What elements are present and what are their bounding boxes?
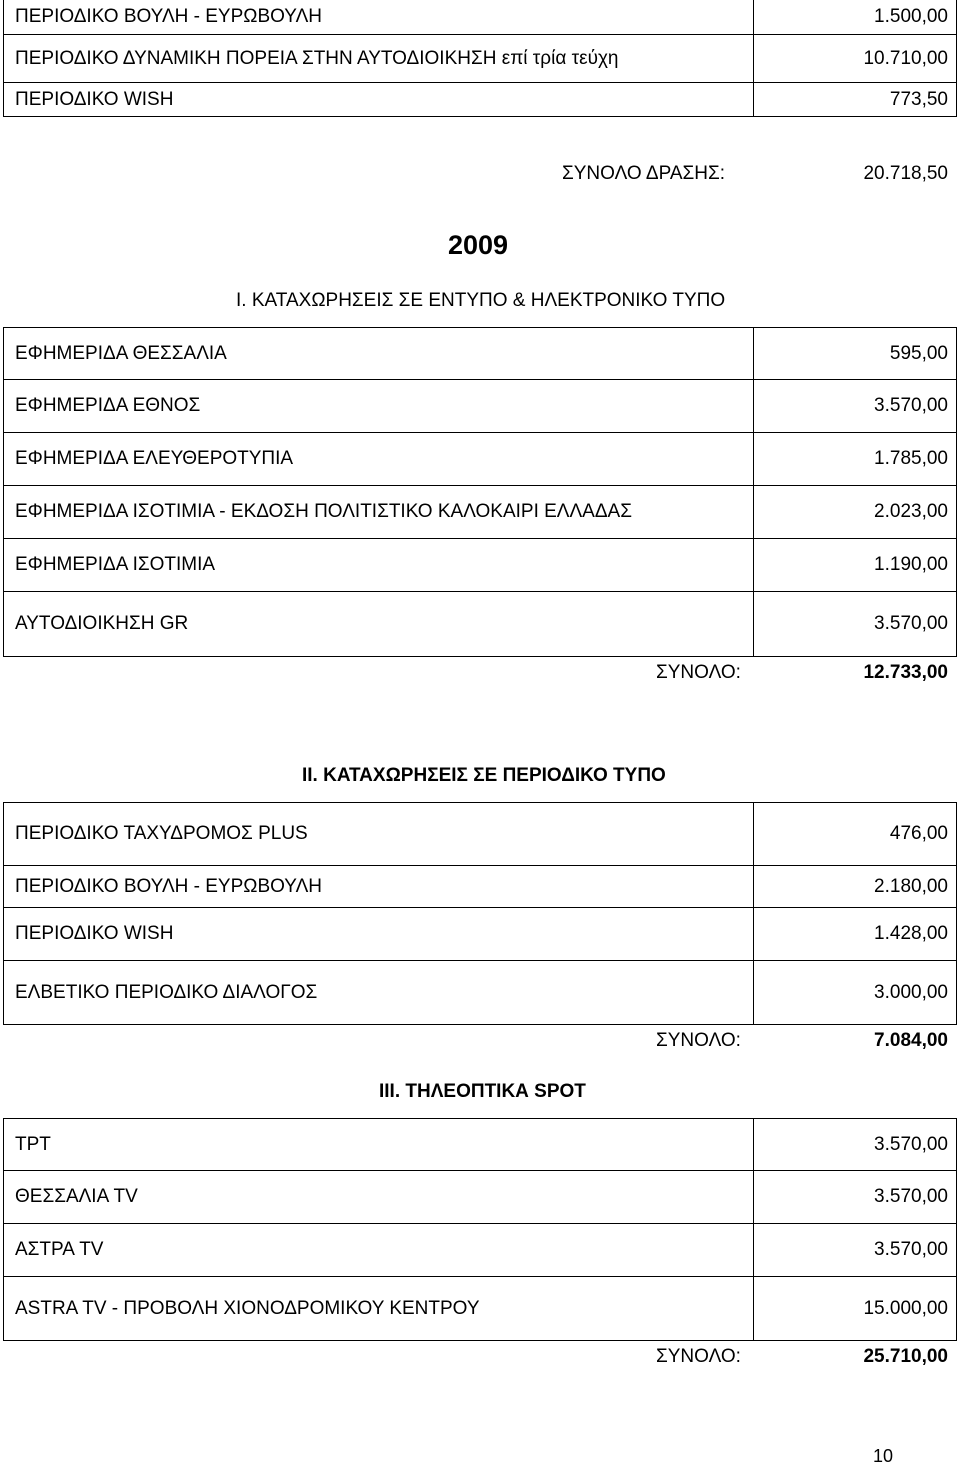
section2-total-label: ΣΥΝΟΛΟ:: [656, 1030, 741, 1051]
item-amount: 3.570,00: [874, 613, 948, 634]
section3-total-label: ΣΥΝΟΛΟ:: [656, 1346, 741, 1367]
item-name: ΕΦΗΜΕΡΙΔΑ ΕΘΝΟΣ: [15, 395, 201, 416]
item-amount: 3.570,00: [874, 1239, 948, 1260]
item-amount: 1.500,00: [874, 6, 948, 27]
column-divider: [753, 539, 754, 591]
item-name: ΠΕΡΙΟΔΙΚΟ ΔΥΝΑΜΙΚΗ ΠΟΡΕΙΑ ΣΤΗΝ ΑΥΤΟΔΙΟΙΚΗΣΗ επί τρία τεύχη: [15, 47, 619, 69]
item-amount: 2.023,00: [874, 501, 948, 522]
column-divider: [753, 35, 754, 82]
table-row: [3, 433, 957, 486]
column-divider: [753, 1224, 754, 1276]
item-name: ΑΥΤΟΔΙΟΙΚΗΣΗ GR: [15, 613, 189, 634]
table-row: [3, 0, 957, 35]
item-amount: 1.785,00: [874, 448, 948, 469]
item-name: ΠΕΡΙΟΔΙΚΟ ΒΟΥΛΗ - ΕΥΡΩΒΟΥΛΗ: [15, 6, 322, 27]
table-row: [3, 380, 957, 433]
column-divider: [753, 486, 754, 538]
table-row: [3, 1171, 957, 1224]
section2-total-amount: 7.084,00: [874, 1030, 948, 1051]
item-name: ΠΕΡΙΟΔΙΚΟ WISH: [15, 923, 174, 944]
section3-total-amount: 25.710,00: [863, 1346, 948, 1367]
table-row: [3, 35, 957, 83]
column-divider: [753, 592, 754, 656]
item-amount: 3.570,00: [874, 1186, 948, 1207]
section2-title: ΙΙ. ΚΑΤΑΧΩΡΗΣΕΙΣ ΣΕ ΠΕΡΙΟΔΙΚΟ ΤΥΠΟ: [302, 765, 666, 786]
table-row: [3, 83, 957, 117]
action-total-label: ΣΥΝΟΛΟ ΔΡΑΣΗΣ:: [562, 163, 725, 184]
table-row: [3, 327, 957, 380]
column-divider: [753, 0, 754, 34]
column-divider: [753, 83, 754, 116]
section1-total-label: ΣΥΝΟΛΟ:: [656, 662, 741, 683]
item-name: ASTRA TV - ΠΡΟΒΟΛΗ ΧΙΟΝΟΔΡΟΜΙΚΟΥ ΚΕΝΤΡΟΥ: [15, 1297, 480, 1319]
item-name: ΑΣΤΡΑ TV: [15, 1239, 104, 1260]
item-amount: 2.180,00: [874, 875, 948, 897]
item-name: ΕΛΒΕΤΙΚΟ ΠΕΡΙΟΔΙΚΟ ΔΙΑΛΟΓΟΣ: [15, 981, 318, 1003]
item-name: ΘΕΣΣΑΛΙΑ TV: [15, 1186, 138, 1207]
item-name: ΠΕΡΙΟΔΙΚΟ WISH: [15, 88, 174, 110]
column-divider: [753, 1277, 754, 1340]
column-divider: [753, 908, 754, 960]
page-number: 10: [873, 1446, 894, 1466]
action-total-amount: 20.718,50: [863, 163, 948, 184]
column-divider: [753, 1119, 754, 1170]
item-amount: 15.000,00: [863, 1297, 948, 1319]
section3-title: ΙΙΙ. ΤΗΛΕΟΠΤΙΚΑ SPOT: [379, 1081, 586, 1102]
item-amount: 3.000,00: [874, 981, 948, 1003]
table-row: [3, 1118, 957, 1171]
item-name: ΕΦΗΜΕΡΙΔΑ ΙΣΟΤΙΜΙΑ: [15, 554, 216, 575]
column-divider: [753, 866, 754, 907]
item-amount: 1.428,00: [874, 923, 948, 944]
table-row: [3, 1277, 957, 1341]
item-amount: 10.710,00: [863, 47, 948, 69]
item-amount: 3.570,00: [874, 395, 948, 416]
table-row: [3, 1224, 957, 1277]
column-divider: [753, 1171, 754, 1223]
table-row: [3, 961, 957, 1025]
item-amount: 1.190,00: [874, 554, 948, 575]
column-divider: [753, 803, 754, 865]
item-name: ΕΦΗΜΕΡΙΔΑ ΘΕΣΣΑΛΙΑ: [15, 342, 227, 364]
section1-total-amount: 12.733,00: [863, 662, 948, 683]
item-name: ΕΦΗΜΕΡΙΔΑ ΙΣΟΤΙΜΙΑ - ΕΚΔΟΣΗ ΠΟΛΙΤΙΣΤΙΚΟ ΚΑΛΟΚΑΙΡΙ ΕΛΛΑΔΑΣ: [15, 501, 632, 522]
table-row: [3, 592, 957, 657]
item-name: ΤΡΤ: [15, 1133, 51, 1155]
table-row: [3, 908, 957, 961]
table-row: [3, 866, 957, 908]
table-row: [3, 802, 957, 866]
column-divider: [753, 328, 754, 379]
item-name: ΠΕΡΙΟΔΙΚΟ ΤΑΧΥΔΡΟΜΟΣ PLUS: [15, 823, 308, 844]
section1-title: Ι. ΚΑΤΑΧΩΡΗΣΕΙΣ ΣΕ ΕΝΤΥΠΟ & ΗΛΕΚΤΡΟΝΙΚΟ ΤΥΠΟ: [236, 290, 726, 311]
column-divider: [753, 961, 754, 1024]
column-divider: [753, 433, 754, 485]
item-amount: 773,50: [889, 88, 948, 110]
item-name: ΕΦΗΜΕΡΙΔΑ ΕΛΕΥΘΕΡΟΤΥΠΙΑ: [15, 448, 294, 469]
table-row: [3, 539, 957, 592]
item-amount: 476,00: [889, 823, 948, 844]
item-name: ΠΕΡΙΟΔΙΚΟ ΒΟΥΛΗ - ΕΥΡΩΒΟΥΛΗ: [15, 875, 322, 897]
year-heading: 2009: [448, 230, 509, 260]
column-divider: [753, 380, 754, 432]
item-amount: 3.570,00: [874, 1133, 948, 1155]
table-row: [3, 486, 957, 539]
item-amount: 595,00: [889, 342, 948, 364]
